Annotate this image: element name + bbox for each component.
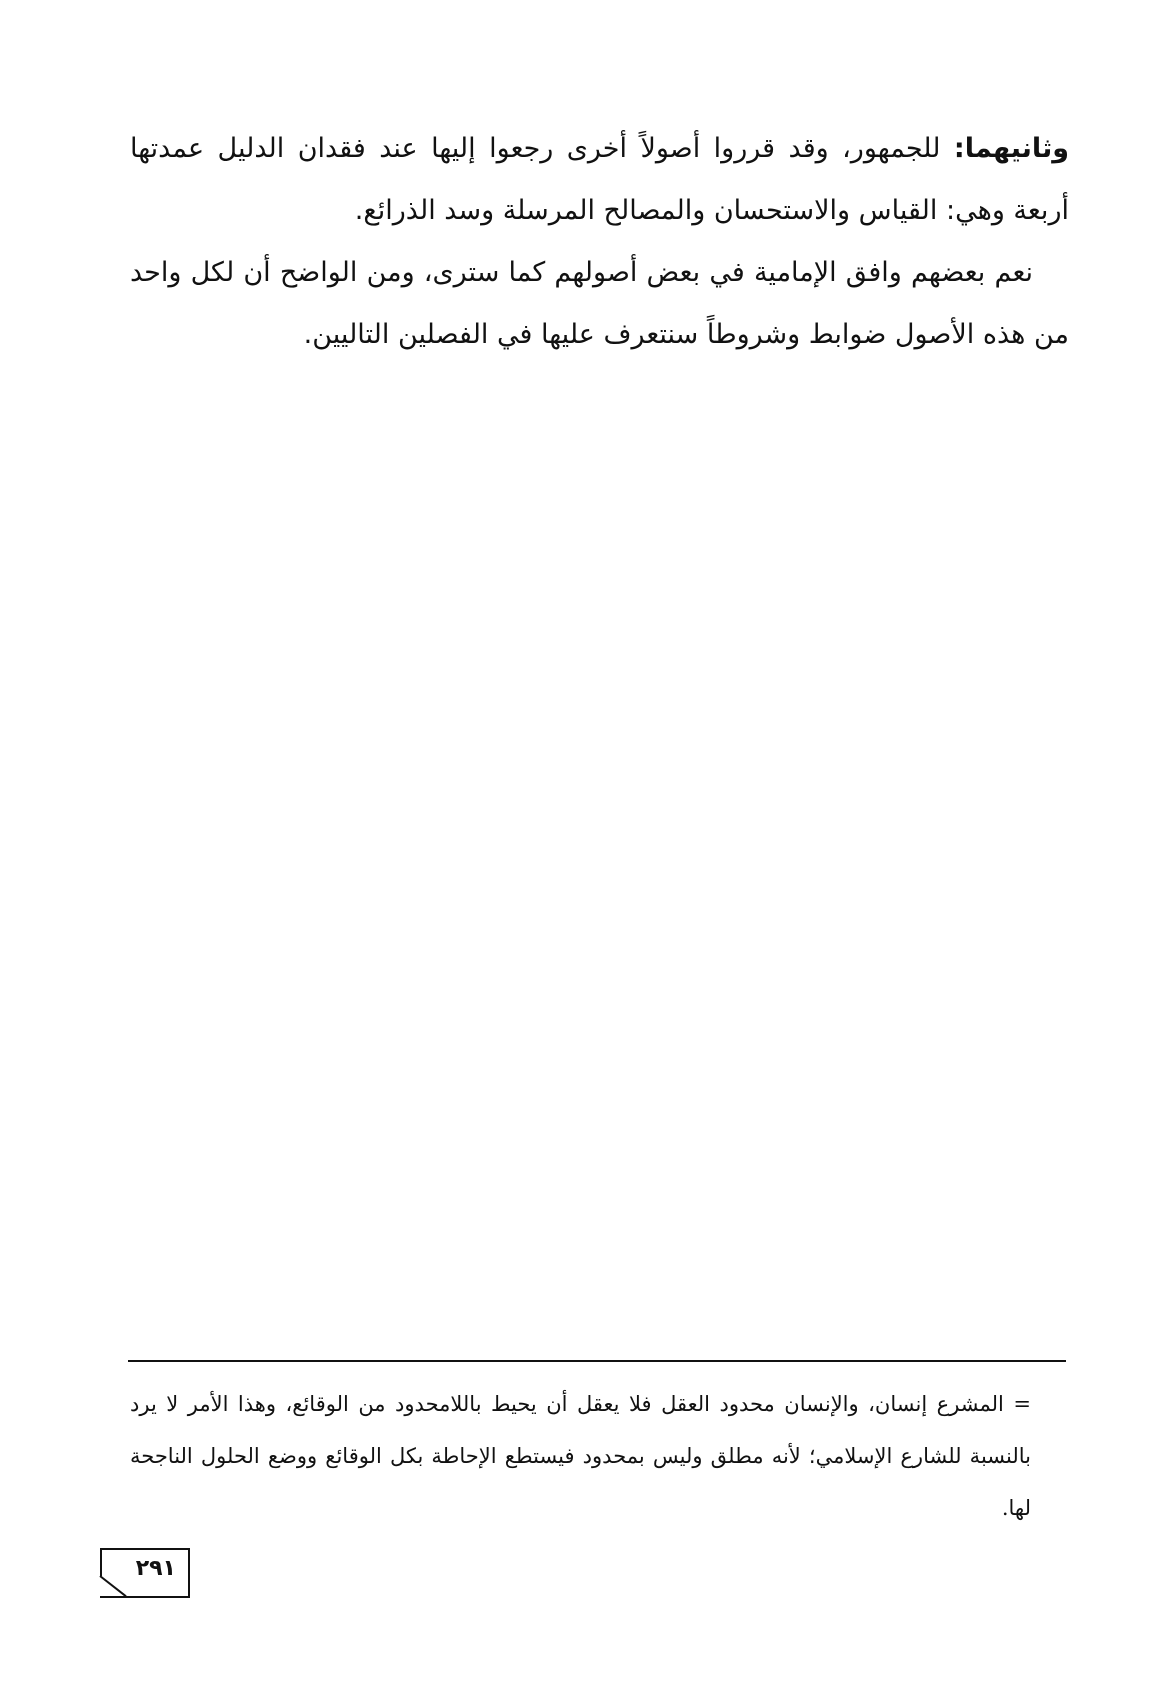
paragraph-1-lead: وثانيهما:: [953, 133, 1069, 164]
paragraph-2: نعم بعضهم وافق الإمامية في بعض أصولهم كما سترى، ومن الواضح أن لكل واحد من هذه الأصول ضوابط وشروطاً سنتعرف عليها في الفصلين التاليين.: [130, 257, 1069, 350]
main-text: [130, 118, 1069, 366]
footnote: [130, 1378, 1031, 1534]
paragraph-1: [130, 118, 1069, 242]
footnote-separator: [128, 1360, 1066, 1362]
paragraph-1-text: للجمهور، وقد قرروا أصولاً أخرى رجعوا إليها عند فقدان الدليل عمدتها أربعة وهي: القياس والاستحسان والمصالح المرسلة وسد الذرائع.: [130, 133, 1069, 226]
footnote-text: = المشرع إنسان، والإنسان محدود العقل فلا يعقل أن يحيط باللامحدود من الوقائع، وهذا الأمر لا يرد بالنسبة للشارع الإسلامي؛ لأنه مطلق وليس بمحدود فيستطع الإحاطة بكل الوقائع ووضع الحلول الناجحة لها.: [130, 1392, 1031, 1520]
page-number: ٢٩١: [135, 1556, 176, 1581]
page-number-frame: [100, 1548, 190, 1598]
